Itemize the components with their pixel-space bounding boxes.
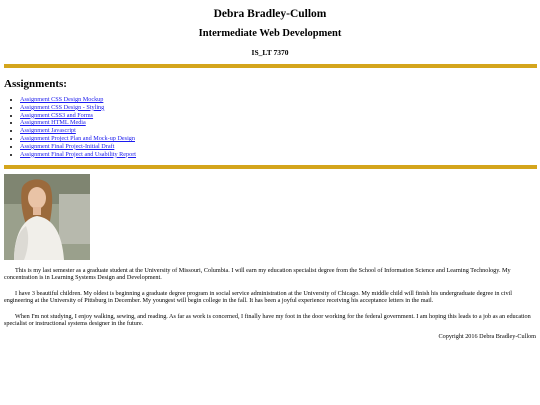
course-title: Intermediate Web Development	[198, 28, 342, 39]
assignment-link-final-draft[interactable]: Assignment Final Project-Initial Draft	[20, 142, 115, 150]
author-name: Debra Bradley-Cullom	[213, 8, 327, 20]
assignment-link-project-plan[interactable]: Assignment Project Plan and Mock-up Design	[20, 134, 135, 142]
portrait-image	[4, 174, 90, 260]
divider-top	[4, 64, 537, 68]
assignment-link-css-design-mockup[interactable]: Assignment CSS Design Mockup	[20, 96, 104, 103]
list-item	[20, 104, 136, 112]
divider-bottom	[4, 165, 537, 169]
profile-photo	[4, 174, 90, 260]
bio-section	[4, 267, 538, 335]
assignment-link-css-design-styling[interactable]: Assignment CSS Design - Styling	[20, 103, 105, 111]
assignments-heading: Assignments:	[4, 78, 67, 90]
list-item	[20, 119, 136, 127]
bio-paragraph-2: I have 3 beautiful children. My oldest is beginning a graduate degree program in social service administration at the University of Chicago. My middle child will finish his undergraduate degree in civil engineering at the University of Pittsburg in December. My youngest will begin college in the fall. It has been a joyful experience receiving his acceptance letters in the mail.	[4, 289, 512, 305]
list-item	[20, 135, 136, 143]
bio-paragraph-3: When I'm not studying, I enjoy walking, sewing, and reading. As far as work is concerned, I finally have my foot in the door working for the federal government. I am hoping this leads to a job as an education specialist or instructional systems designer in the future.	[4, 312, 531, 328]
list-item	[20, 143, 136, 151]
assignment-link-javascript[interactable]: Assignment Javascript	[20, 127, 76, 135]
list-item	[20, 96, 136, 104]
list-item	[20, 112, 136, 120]
list-item	[20, 151, 136, 159]
assignment-link-final-usability[interactable]: Assignment Final Project and Usability Report	[20, 150, 137, 158]
assignment-link-html-media[interactable]: Assignment HTML Media	[20, 119, 86, 127]
bio-paragraph-1: This is my last semester as a graduate student at the University of Missouri, Columbia. I will earn my education specialist degree from the School of Information Science and Learning Technology. My concentration is in Learning Systems Design and Development.	[4, 267, 511, 282]
assignments-list	[0, 96, 136, 158]
list-item	[20, 127, 136, 135]
course-code: IS_LT 7370	[251, 48, 289, 57]
copyright-footer: Copyright 2016 Debra Bradley-Cullom	[438, 333, 536, 340]
assignment-link-css3-forms[interactable]: Assignment CSS3 and Forms	[20, 111, 94, 119]
